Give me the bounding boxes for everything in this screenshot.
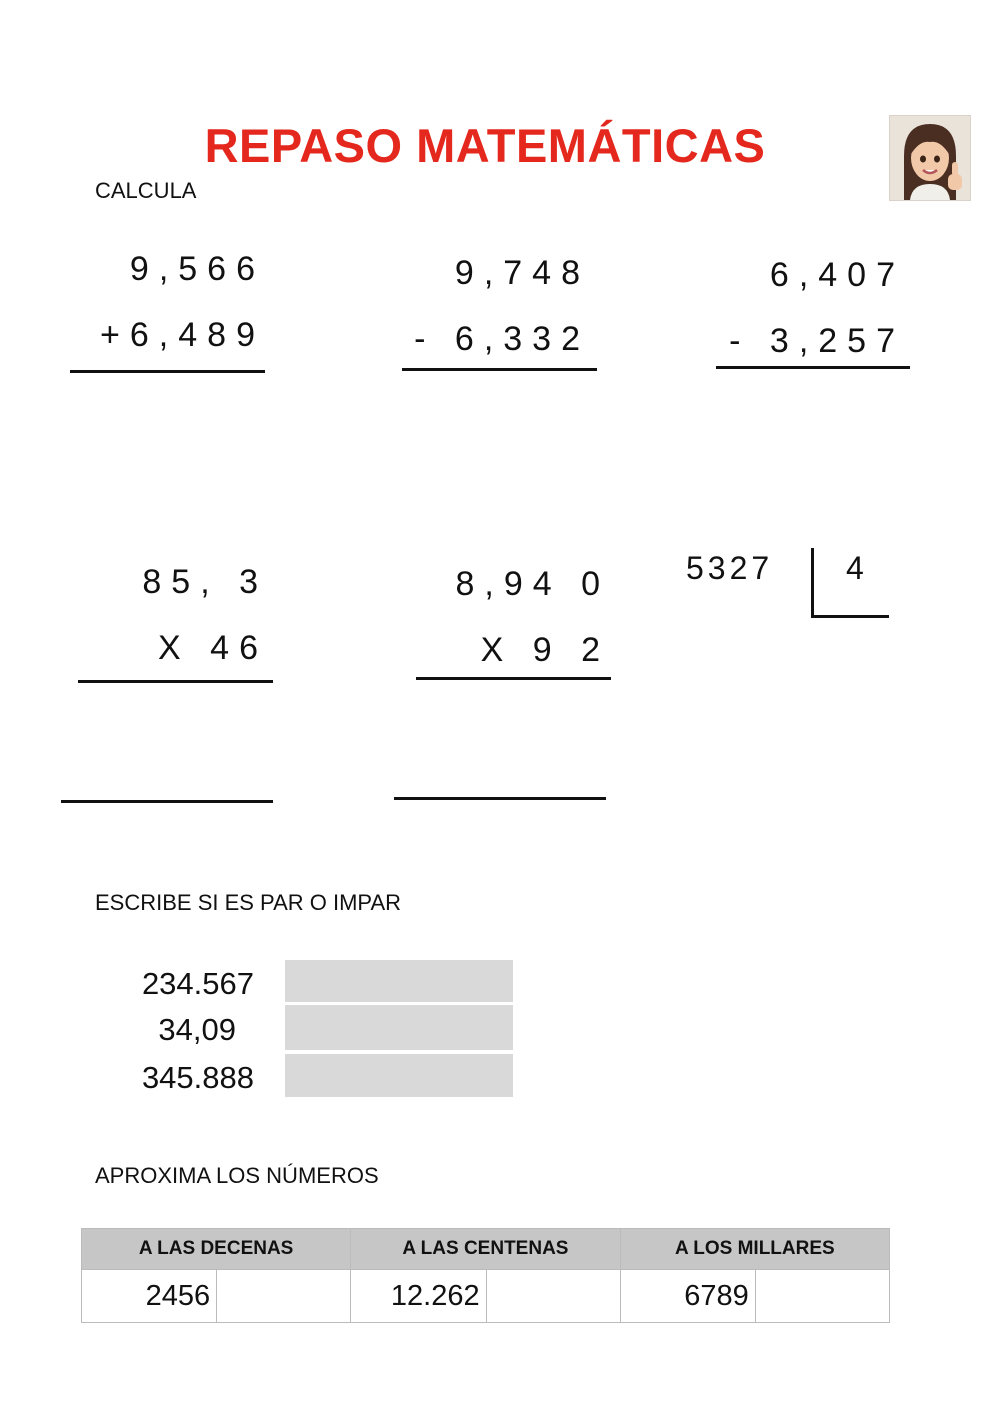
division-dividend: 5327: [686, 550, 774, 586]
operation-5-top: 8,94 0: [455, 565, 610, 603]
operation-1-line: [70, 370, 265, 373]
parity-number-3: 345.888: [141, 1060, 254, 1095]
answer-decenas-input[interactable]: [217, 1270, 351, 1323]
operation-4-top: 85, 3: [142, 563, 268, 601]
value-decenas: 2456: [82, 1270, 217, 1323]
division-divisor: 4: [846, 550, 864, 586]
operation-2-bottom: - 6,332: [414, 320, 590, 358]
operation-4-bottom: X 46: [158, 629, 268, 667]
header-centenas: A LAS CENTENAS: [351, 1229, 620, 1270]
operation-5-result-line: [394, 797, 606, 800]
operation-1-bottom: +6,489: [100, 316, 265, 354]
operation-5-line: [416, 677, 611, 680]
parity-answer-3-input[interactable]: [285, 1054, 513, 1097]
operation-1-top: 9,566: [129, 250, 265, 288]
section-par-impar: ESCRIBE SI ES PAR O IMPAR: [95, 890, 402, 915]
operation-5-bottom: X 9 2: [480, 631, 610, 669]
header-millares: A LOS MILLARES: [620, 1229, 889, 1270]
page-title: REPASO MATEMÁTICAS: [204, 119, 766, 172]
section-aproxima: APROXIMA LOS NÚMEROS: [95, 1163, 379, 1188]
division-bracket-horizontal: [811, 615, 889, 618]
value-centenas: 12.262: [351, 1270, 486, 1323]
answer-centenas-input[interactable]: [486, 1270, 620, 1323]
memoji-thumbs-up-icon: [889, 115, 971, 201]
operation-3-line: [716, 366, 910, 369]
value-millares: 6789: [620, 1270, 755, 1323]
parity-number-1: 234.567: [141, 966, 254, 1001]
parity-answer-1-input[interactable]: [285, 960, 513, 1002]
operation-4-line: [78, 680, 273, 683]
operation-4-result-line: [61, 800, 273, 803]
approximation-table: [81, 1228, 890, 1323]
operation-3-bottom: - 3,257: [729, 322, 905, 360]
parity-answer-2-input[interactable]: [285, 1005, 513, 1050]
operation-2-top: 9,748: [454, 254, 590, 292]
operation-2-line: [402, 368, 597, 371]
parity-number-2: 34,09: [158, 1012, 236, 1047]
division-bracket-vertical: [811, 548, 814, 618]
header-decenas: A LAS DECENAS: [82, 1229, 351, 1270]
operation-3-top: 6,407: [769, 256, 905, 294]
answer-millares-input[interactable]: [755, 1270, 889, 1323]
section-calcula: CALCULA: [95, 178, 197, 203]
